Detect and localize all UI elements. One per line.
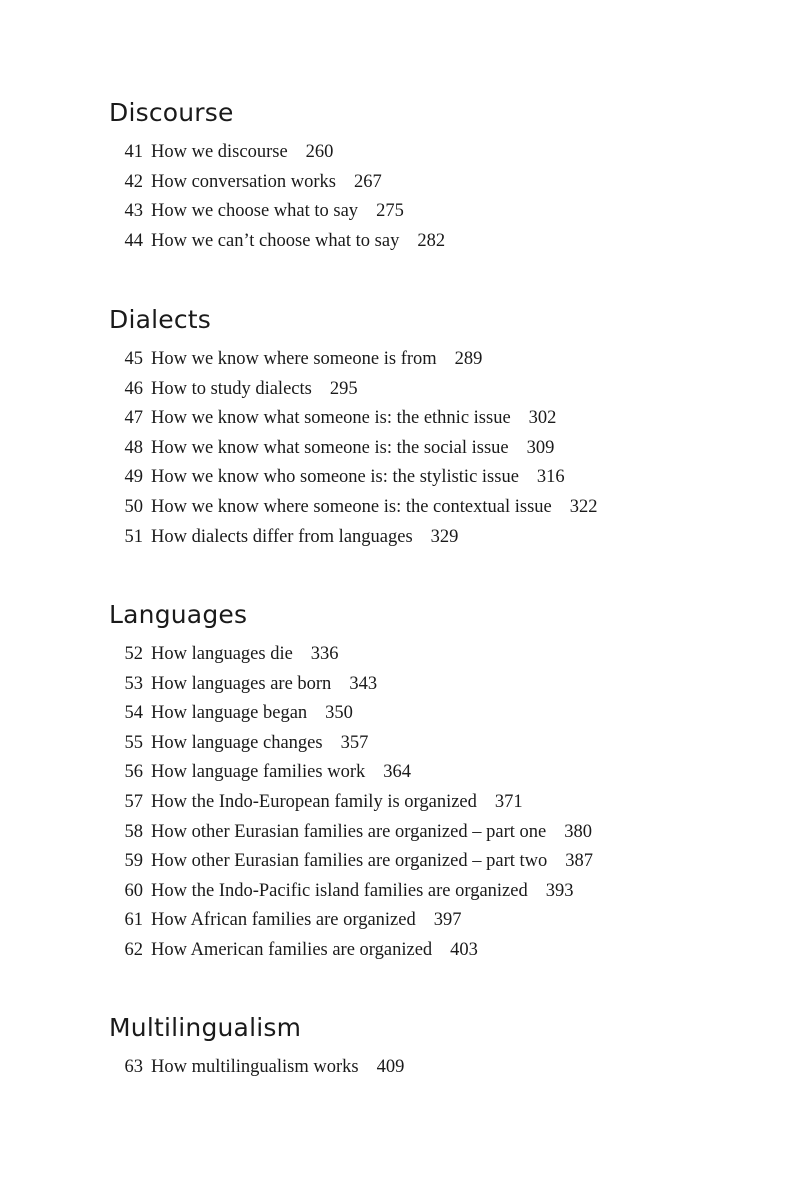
- chapter-number: 51: [124, 526, 143, 547]
- page-number: 260: [305, 142, 334, 162]
- chapter-title-line: [151, 818, 592, 848]
- chapter-title-line: [151, 404, 556, 434]
- chapter-title: How language began: [151, 703, 308, 724]
- page-number: 302: [528, 408, 557, 429]
- chapter-title-line: [151, 877, 573, 907]
- chapter-number: 60: [124, 880, 143, 901]
- chapter-title: How we know where someone is: the contextual issue: [151, 496, 552, 517]
- chapter-number: 58: [124, 821, 143, 842]
- chapter-number: 63: [124, 1057, 143, 1077]
- page-number: 380: [564, 821, 592, 842]
- chapter-title-line: [151, 847, 593, 877]
- chapter-title-line: [151, 729, 368, 759]
- chapter-number: 56: [124, 762, 143, 783]
- page-number: 393: [545, 880, 574, 901]
- page-number: 371: [494, 791, 523, 812]
- chapter-title-line: [151, 227, 445, 257]
- chapter-title: How we can’t choose what to say: [151, 230, 400, 251]
- chapter-title-line: [151, 523, 458, 553]
- chapter-number: 45: [124, 349, 143, 369]
- chapter-title: How languages die: [151, 644, 293, 664]
- chapter-number: 54: [124, 703, 143, 724]
- chapter-title-line: [151, 936, 478, 966]
- chapter-title-line: [151, 1053, 404, 1083]
- chapter-title: How we discourse: [151, 142, 288, 162]
- chapter-number: 52: [124, 644, 143, 664]
- chapter-title-line: [151, 168, 382, 198]
- chapter-title-line: [151, 197, 404, 227]
- chapter-title: How we know what someone is: the social issue: [151, 437, 509, 458]
- chapter-title: How language families work: [151, 762, 366, 783]
- chapter-title-line: [151, 345, 482, 375]
- page-number: 322: [569, 496, 598, 517]
- page-number: 329: [430, 526, 459, 547]
- chapter-title: How American families are organized: [151, 939, 433, 960]
- page-number: 309: [526, 437, 555, 458]
- chapter-number: 53: [124, 673, 143, 694]
- chapter-title: How we know who someone is: the stylistic issue: [151, 467, 519, 488]
- section-title: Languages: [109, 600, 248, 629]
- chapter-title-line: [151, 699, 353, 729]
- page-number: 275: [376, 201, 404, 222]
- chapter-title-line: [151, 375, 358, 405]
- chapter-number: 49: [124, 467, 143, 488]
- page-number: 282: [417, 230, 446, 251]
- chapter-title: How African families are organized: [151, 910, 416, 931]
- chapter-number: 42: [124, 171, 143, 192]
- page-number: 336: [310, 644, 339, 664]
- chapter-number: 43: [124, 201, 143, 222]
- page-number: 267: [353, 171, 382, 192]
- chapter-title: How to study dialects: [151, 378, 312, 399]
- chapter-title: How the Indo-Pacific island families are organized: [151, 880, 528, 901]
- chapter-title: How we choose what to say: [151, 201, 359, 222]
- chapter-title-line: [151, 906, 461, 936]
- chapter-title-line: [151, 788, 523, 818]
- section-title: Multilingualism: [109, 1013, 302, 1042]
- page-number: 397: [433, 910, 462, 931]
- chapter-number: 46: [124, 378, 143, 399]
- chapter-title: How multilingualism works: [151, 1057, 359, 1077]
- chapter-number: 41: [124, 142, 143, 162]
- chapter-number: 55: [124, 732, 143, 753]
- section-title: Dialects: [109, 305, 212, 334]
- chapter-title-line: [151, 463, 565, 493]
- chapter-title: How language changes: [151, 732, 323, 753]
- chapter-number: 62: [124, 939, 143, 960]
- page-number: 295: [329, 378, 358, 399]
- chapter-title-line: [151, 758, 411, 788]
- chapter-title: How dialects differ from languages: [151, 526, 413, 547]
- chapter-number: 48: [124, 437, 143, 458]
- page-number: 343: [349, 673, 378, 694]
- page-number: 350: [325, 703, 353, 724]
- chapter-title: How the Indo-European family is organized: [151, 791, 477, 812]
- chapter-title: How we know what someone is: the ethnic issue: [151, 408, 511, 429]
- chapter-title-line: [151, 670, 377, 700]
- chapter-title: How we know where someone is from: [151, 349, 437, 369]
- page-number: 409: [376, 1057, 405, 1077]
- chapter-title-line: [151, 640, 339, 670]
- chapter-title: How conversation works: [151, 171, 336, 192]
- chapter-number: 50: [124, 496, 143, 517]
- page-number: 357: [340, 732, 369, 753]
- page-number: 403: [450, 939, 478, 960]
- chapter-number: 59: [124, 851, 143, 872]
- section-title: Discourse: [109, 98, 234, 127]
- chapter-number: 57: [124, 791, 143, 812]
- chapter-title: How other Eurasian families are organized – part one: [151, 821, 547, 842]
- chapter-title-line: [151, 493, 598, 523]
- chapter-title-line: [151, 434, 554, 464]
- chapter-number: 47: [124, 408, 143, 429]
- chapter-number: 61: [124, 910, 143, 931]
- chapter-number: 44: [124, 230, 143, 251]
- chapter-title-line: [151, 138, 333, 168]
- page-number: 387: [565, 851, 593, 872]
- chapter-title: How other Eurasian families are organized – part two: [151, 851, 548, 872]
- page-number: 364: [383, 762, 411, 783]
- page-number: 289: [454, 349, 483, 369]
- chapter-title: How languages are born: [151, 673, 332, 694]
- page-number: 316: [536, 467, 565, 488]
